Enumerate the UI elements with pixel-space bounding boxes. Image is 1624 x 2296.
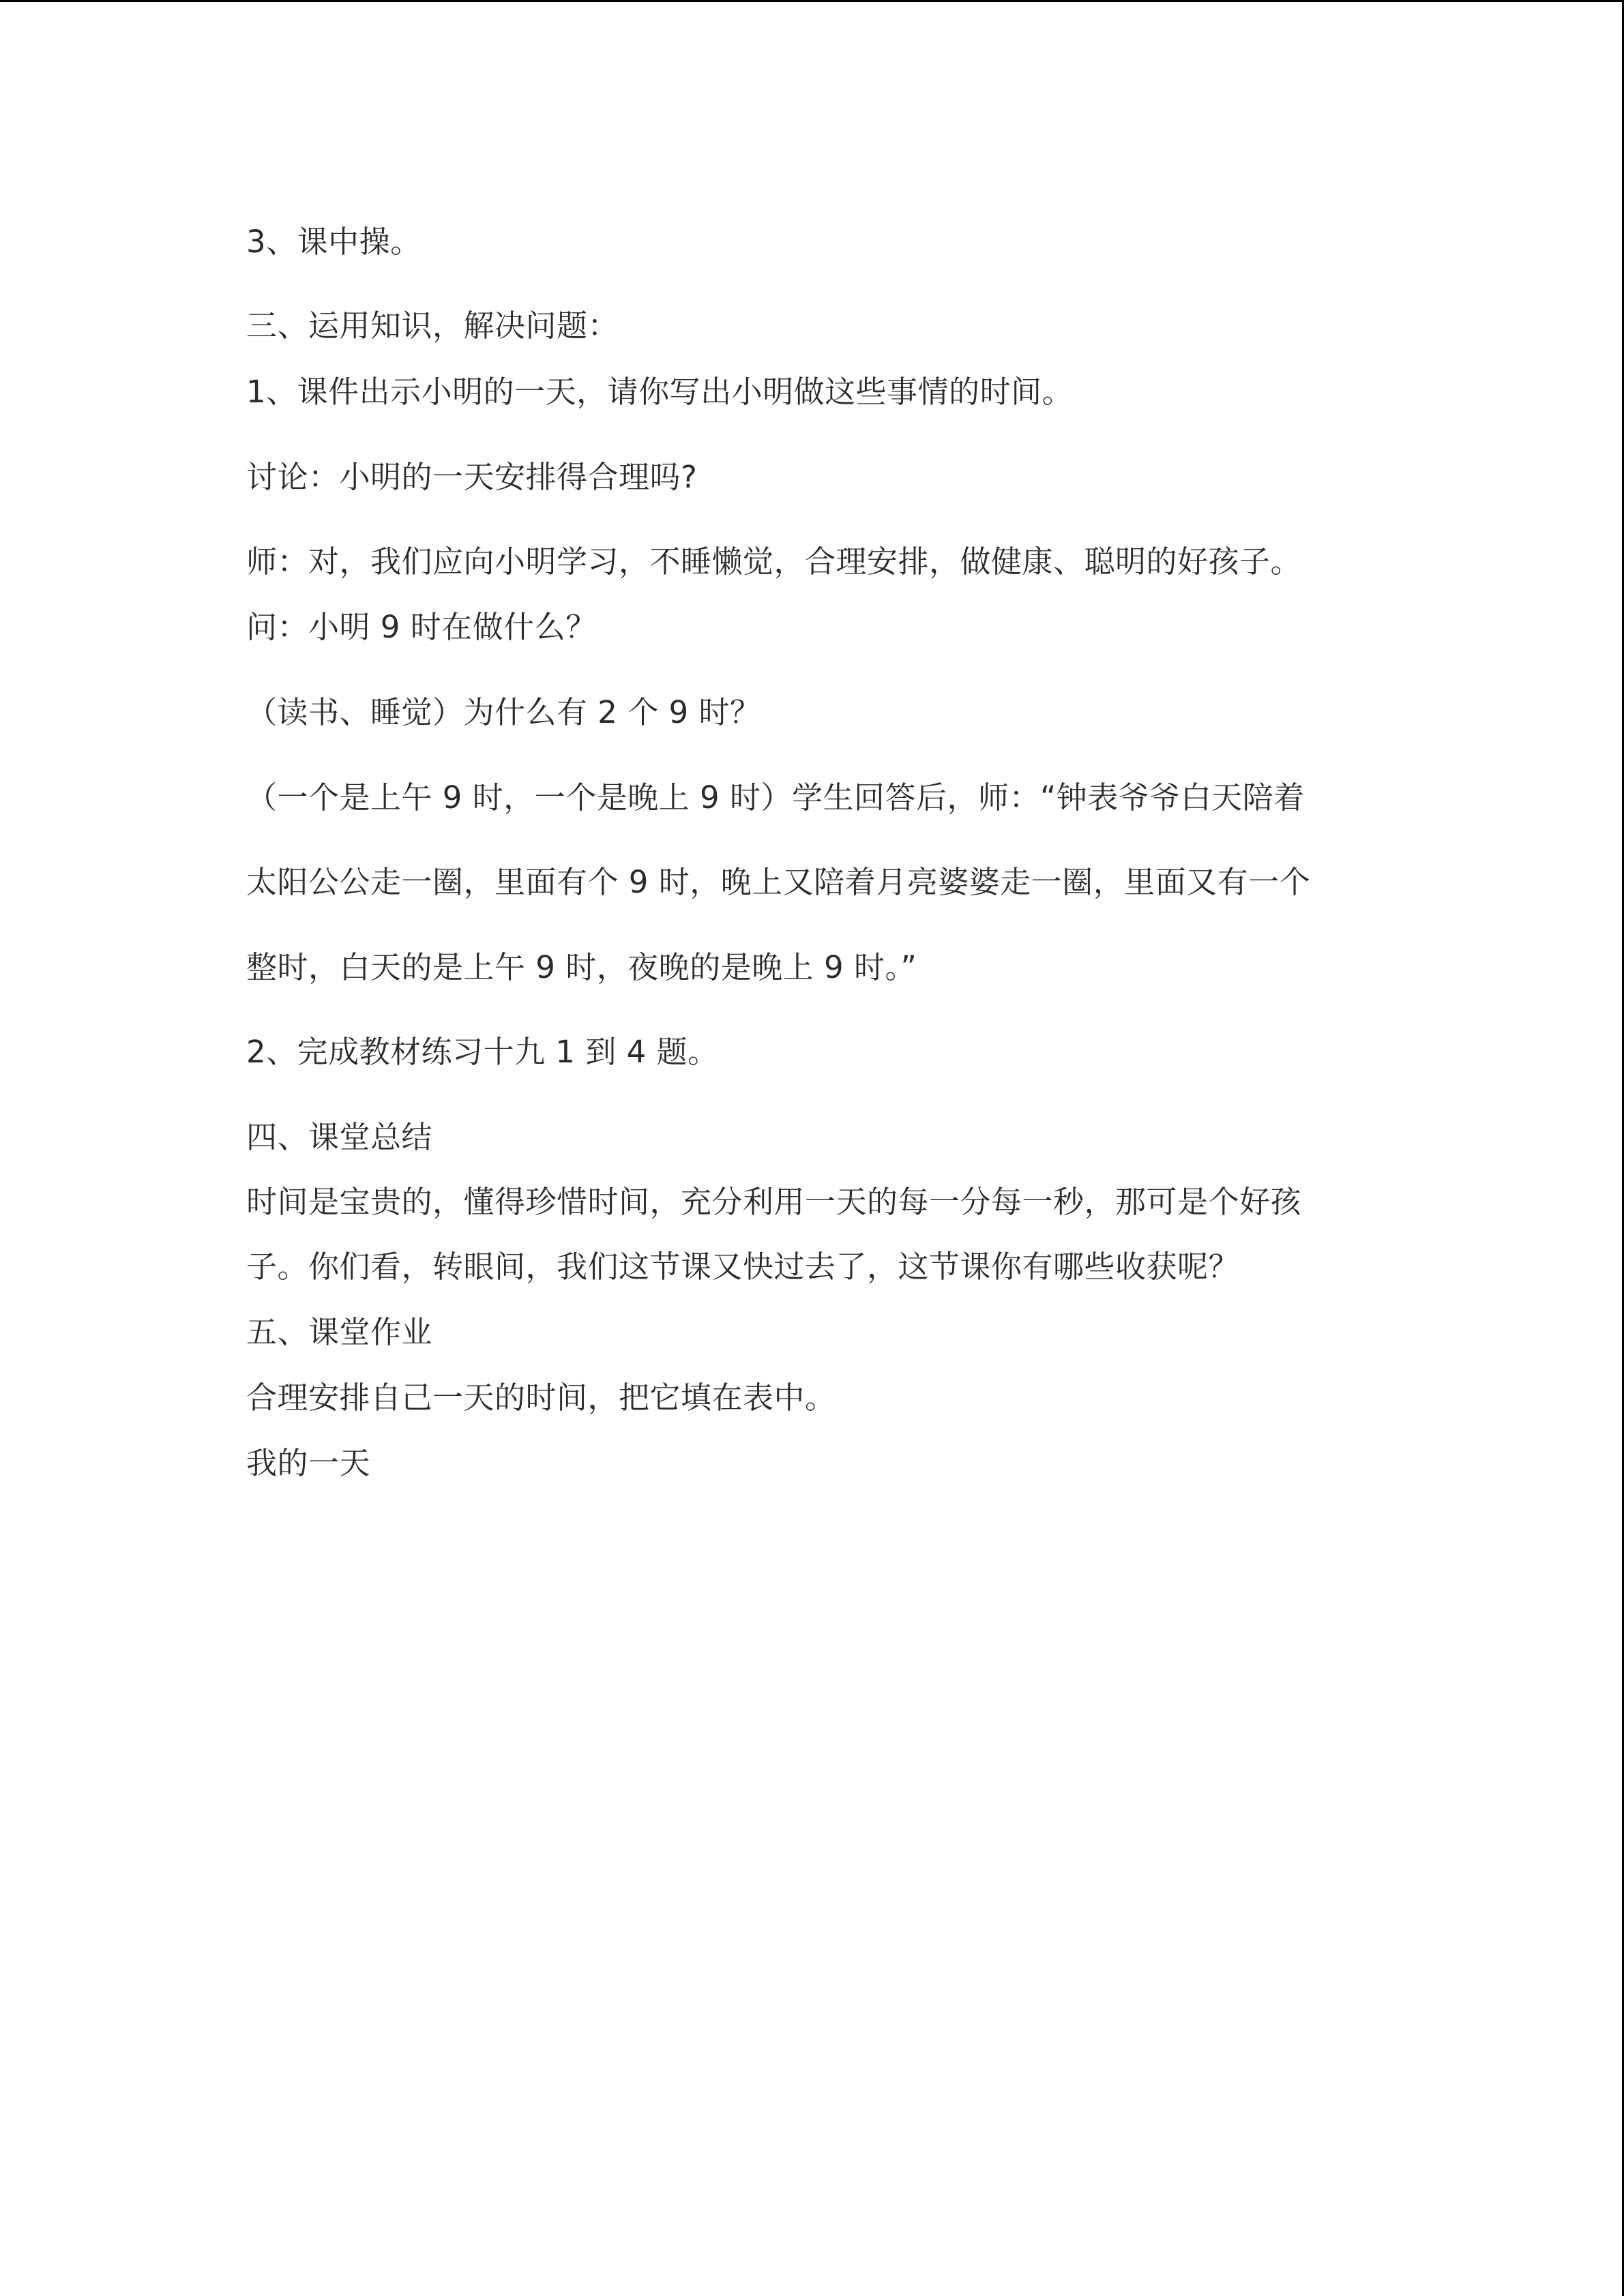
text-line-explanation-2: 太阳公公走一圈，里面有个 9 时，晚上又陪着月亮婆婆走一圈，里面又有一个 xyxy=(246,864,1311,900)
text-line-discussion: 讨论：小明的一天安排得合理吗? xyxy=(246,459,698,495)
text-line-my-day: 我的一天 xyxy=(246,1445,371,1481)
text-line-exercise: 2、完成教材练习十九 1 到 4 题。 xyxy=(246,1034,719,1070)
text-line-class-exercise: 3、课中操。 xyxy=(246,224,422,260)
text-line-explanation-1: （一个是上午 9 时，一个是晚上 9 时）学生回答后，师：“钟表爷爷白天陪着 xyxy=(246,779,1305,816)
text-line-question: 问：小明 9 时在做什么？ xyxy=(246,609,597,645)
text-line-answer-why: （读书、睡觉）为什么有 2 个 9 时？ xyxy=(246,694,761,730)
text-line-teacher-remark: 师：对，我们应向小明学习，不睡懒觉，合理安排，做健康、聪明的好孩子。 xyxy=(246,543,1302,580)
text-line-explanation-3: 整时，白天的是上午 9 时，夜晚的是晚上 9 时。” xyxy=(246,949,917,985)
section-heading-apply-knowledge: 三、运用知识，解决问题： xyxy=(246,308,619,344)
section-heading-summary: 四、课堂总结 xyxy=(246,1119,433,1155)
page-top-border xyxy=(0,0,1624,2)
text-line-summary-1: 时间是宝贵的，懂得珍惜时间，充分利用一天的每一分每一秒，那可是个好孩 xyxy=(246,1184,1302,1220)
section-heading-homework: 五、课堂作业 xyxy=(246,1314,433,1350)
text-line-summary-2: 子。你们看，转眼间，我们这节课又快过去了，这节课你有哪些收获呢？ xyxy=(246,1249,1240,1285)
text-line-homework: 合理安排自己一天的时间，把它填在表中。 xyxy=(246,1380,836,1416)
text-line-courseware: 1、课件出示小明的一天，请你写出小明做这些事情的时间。 xyxy=(246,374,1074,410)
